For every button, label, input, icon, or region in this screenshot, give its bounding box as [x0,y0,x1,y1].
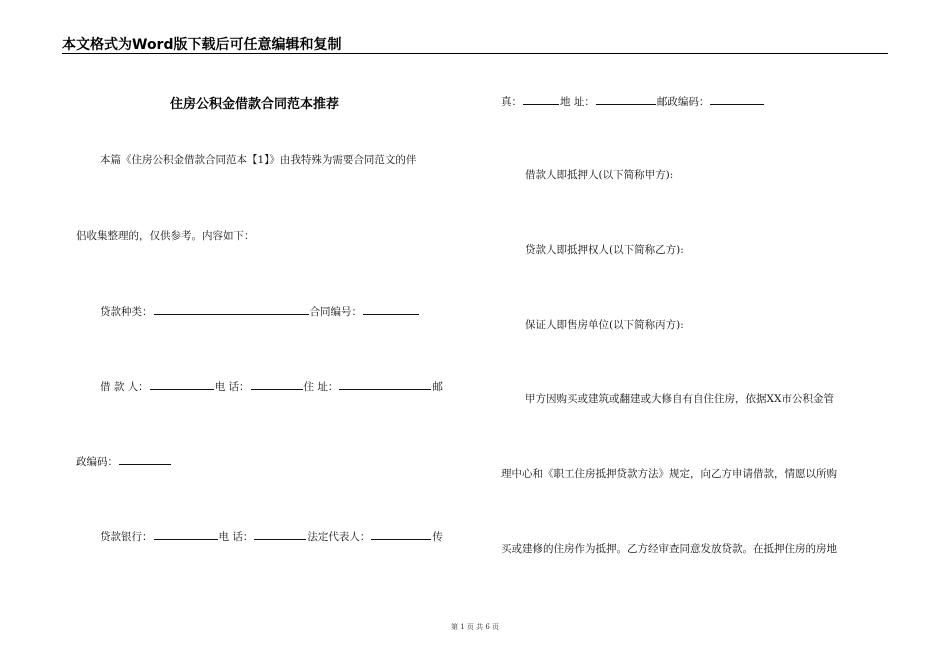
page-number: 第 1 页 共 6 页 [450,623,500,631]
borrower-blank[interactable] [150,378,214,390]
right-address-blank[interactable] [596,93,656,105]
borrower-phone-label: 电 话： [214,381,250,393]
right-address-label: 地 址： [560,96,595,108]
guarantor-line: 保证人即售房单位(以下简称丙方): [525,319,684,331]
loan-type-row [100,303,420,319]
right-postal-label: 邮政编码： [656,96,710,108]
paragraph-line-3: 买或建修的住房作为抵押。乙方经审查同意发放贷款。在抵押住房的房地 [501,543,837,555]
bank-blank[interactable] [154,528,218,540]
mortgagor-line: 借款人即抵押人(以下简称甲方): [525,169,674,181]
header-divider [62,53,888,54]
intro-line-2: 侣收集整理的，仅供参考。内容如下： [76,230,255,242]
legal-rep-label: 法定代表人： [307,531,371,543]
document-title: 住房公积金借款合同范本推荐 [170,97,340,112]
postal-label: 政编码： [76,456,118,468]
loan-type-blank[interactable] [154,303,309,315]
bank-label: 贷款银行： [100,531,153,543]
contract-no-label: 合同编号： [309,306,362,318]
borrower-label: 借 款 人： [100,381,149,393]
postal-row [76,453,172,469]
bank-row [100,528,443,544]
paragraph-line-2: 理中心和《职工住房抵押贷款方法》规定，向乙方申请借款，情愿以所购 [501,468,837,480]
postal-blank[interactable] [119,453,171,465]
intro-line-1: 本篇《住房公积金借款合同范本【1】》由我特殊为需要合同范文的伴 [100,154,417,166]
loan-type-label: 贷款种类： [100,306,153,318]
borrower-phone-blank[interactable] [251,378,303,390]
bank-phone-label: 电 话： [218,531,254,543]
fax-label: 真： [501,96,522,108]
right-postal-blank[interactable] [710,93,764,105]
mortgagee-line: 贷款人即抵押权人(以下简称乙方): [525,244,684,256]
borrower-row [100,378,443,394]
contract-no-blank[interactable] [363,303,419,315]
borrower-address-label: 住 址： [303,381,339,393]
fax-prefix: 传 [432,531,443,543]
fax-row [501,93,765,109]
legal-rep-blank[interactable] [371,528,431,540]
borrower-address-blank[interactable] [339,378,431,390]
document-header: 本文格式为Word版下载后可任意编辑和复制 [62,37,342,53]
postal-prefix: 邮 [432,381,443,393]
bank-phone-blank[interactable] [254,528,306,540]
paragraph-line-1: 甲方因购买或建筑或翻建或大修自有自住住房，依据XX市公积金管 [525,393,834,405]
fax-blank[interactable] [523,93,559,105]
